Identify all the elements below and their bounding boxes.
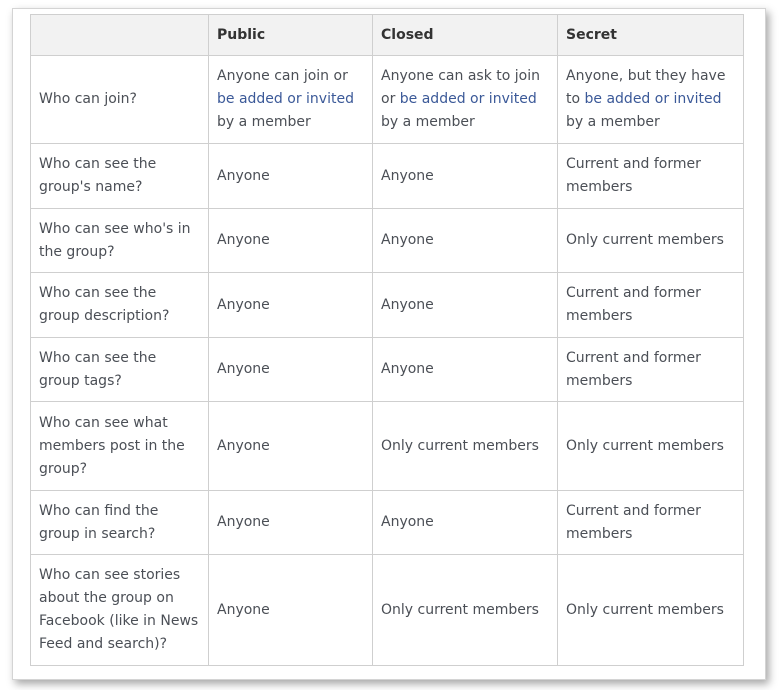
header-closed: Closed (373, 15, 558, 56)
table-row (31, 491, 744, 555)
cell-text-pre: Anyone can join or (217, 68, 348, 84)
be-added-or-invited-link[interactable]: be added or invited (584, 91, 722, 107)
closed-cell: Only current members (373, 555, 558, 666)
question-cell: Who can see who's in the group? (31, 209, 209, 273)
cell-text-post: by a member (566, 114, 660, 130)
header-secret: Secret (558, 15, 744, 56)
secret-cell: Only current members (558, 209, 744, 273)
public-cell: Anyone (209, 402, 373, 491)
public-cell: Anyone (209, 209, 373, 273)
table-row (31, 144, 744, 209)
question-cell: Who can see the group description? (31, 273, 209, 338)
public-cell (209, 56, 373, 144)
question-cell: Who can see stories about the group on Facebook (like in News Feed and search)? (31, 555, 209, 666)
closed-cell (373, 56, 558, 144)
table-row (31, 273, 744, 338)
table-row (31, 555, 744, 666)
table-row (31, 56, 744, 144)
secret-cell: Current and former members (558, 144, 744, 209)
closed-cell: Anyone (373, 491, 558, 555)
closed-cell: Anyone (373, 338, 558, 402)
public-cell: Anyone (209, 338, 373, 402)
header-row (31, 15, 744, 56)
header-empty (31, 15, 209, 56)
secret-cell: Current and former members (558, 491, 744, 555)
closed-cell: Anyone (373, 273, 558, 338)
cell-text-pre: Anyone can ask to join or (381, 68, 540, 107)
question-cell: Who can see the group tags? (31, 338, 209, 402)
closed-cell: Anyone (373, 209, 558, 273)
group-privacy-table (30, 14, 744, 666)
be-added-or-invited-link[interactable]: be added or invited (217, 91, 354, 107)
question-cell: Who can see the group's name? (31, 144, 209, 209)
closed-cell: Anyone (373, 144, 558, 209)
secret-cell (558, 56, 744, 144)
question-cell: Who can find the group in search? (31, 491, 209, 555)
secret-cell: Current and former members (558, 273, 744, 338)
table-row (31, 338, 744, 402)
public-cell: Anyone (209, 144, 373, 209)
table-row (31, 209, 744, 273)
cell-text-post: by a member (381, 114, 475, 130)
secret-cell: Only current members (558, 402, 744, 491)
secret-cell: Only current members (558, 555, 744, 666)
closed-cell: Only current members (373, 402, 558, 491)
be-added-or-invited-link[interactable]: be added or invited (399, 91, 537, 107)
header-public: Public (209, 15, 373, 56)
question-cell: Who can join? (31, 56, 209, 144)
cell-text-post: by a member (217, 114, 311, 130)
public-cell: Anyone (209, 273, 373, 338)
public-cell: Anyone (209, 555, 373, 666)
public-cell: Anyone (209, 491, 373, 555)
secret-cell: Current and former members (558, 338, 744, 402)
table-row (31, 402, 744, 491)
cell-text-pre: Anyone, but they have to (566, 68, 726, 107)
question-cell: Who can see what members post in the group? (31, 402, 209, 491)
